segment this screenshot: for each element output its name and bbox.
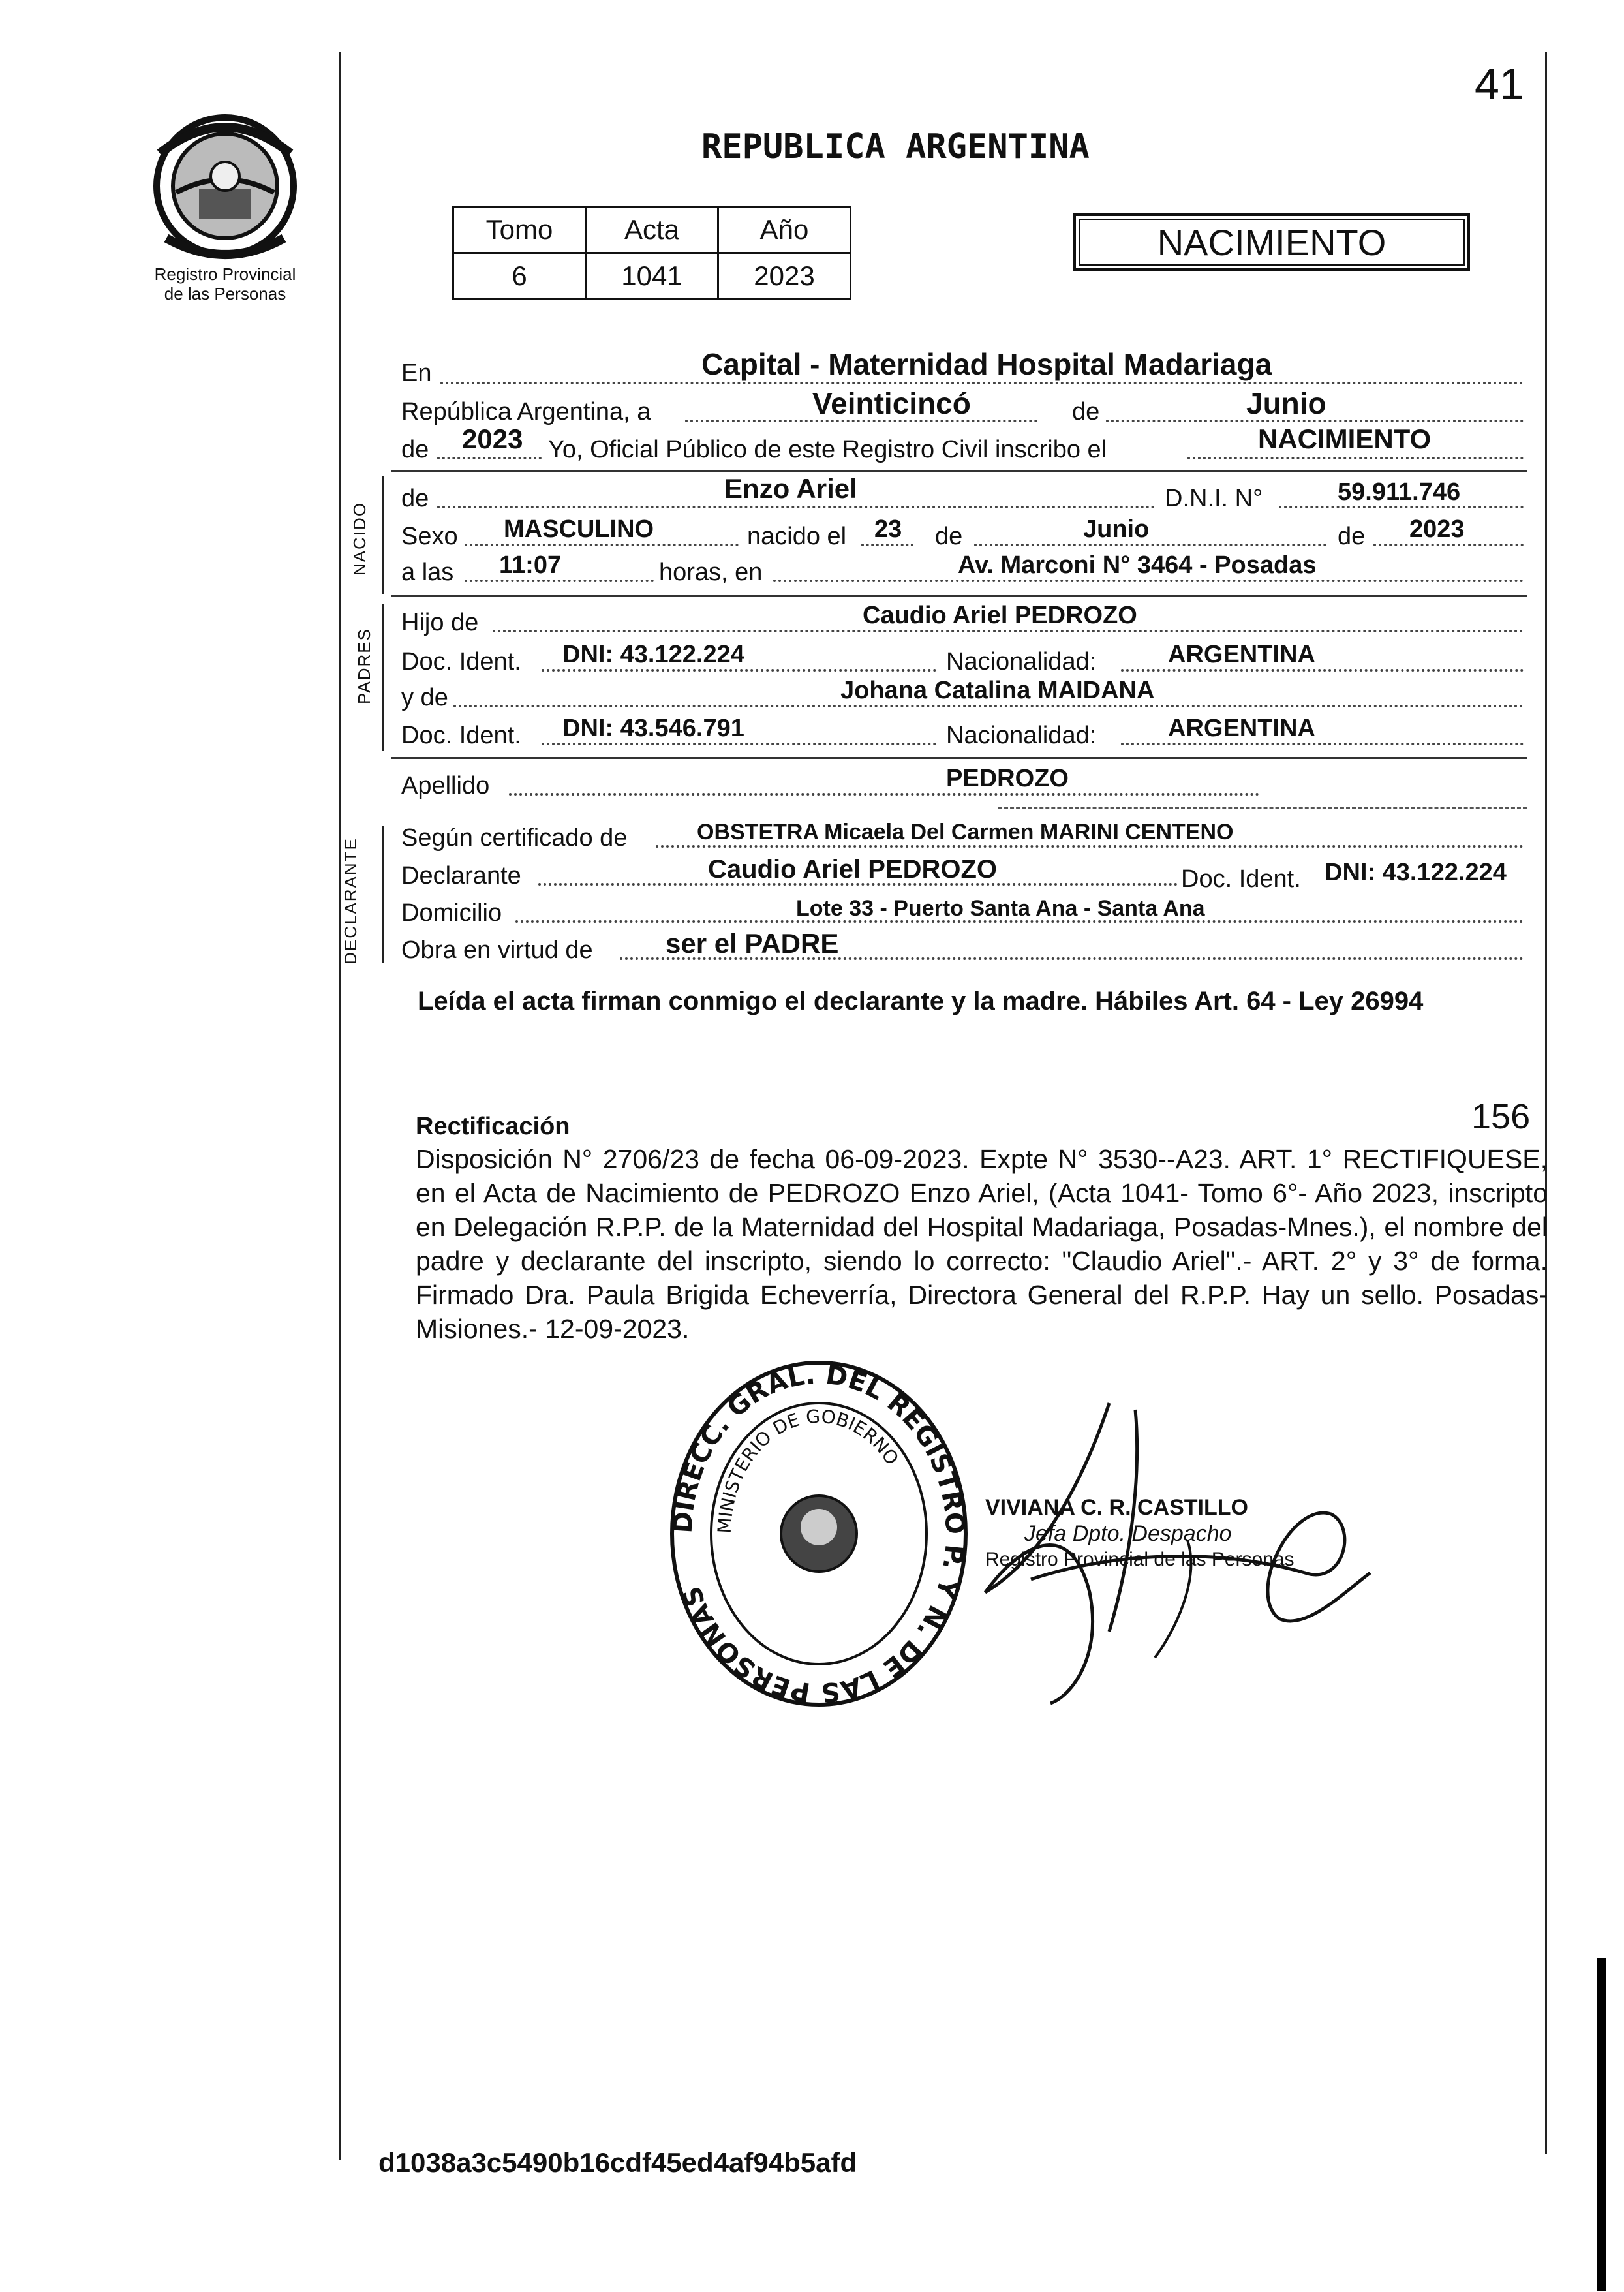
section-bracket xyxy=(382,826,384,963)
nacido-section-label: NACIDO xyxy=(350,501,370,576)
declarant-relationship: ser el PADRE xyxy=(666,928,839,959)
doc-ident-label: Doc. Ident. xyxy=(401,722,521,749)
rectification-title: Rectificación xyxy=(416,1113,570,1140)
document-hash: d1038a3c5490b16cdf45ed4af94b5afd xyxy=(378,2147,857,2178)
father-nationality: ARGENTINA xyxy=(1168,641,1315,668)
birth-place-registry: Capital - Maternidad Hospital Madariaga xyxy=(701,347,1272,381)
table-header-tomo: Tomo xyxy=(453,207,586,253)
surname: PEDROZO xyxy=(946,765,1069,792)
dashed-separator xyxy=(998,807,1527,809)
country-heading: REPUBLICA ARGENTINA xyxy=(701,127,1090,166)
nacionalidad-label: Nacionalidad: xyxy=(946,722,1097,749)
seal-outer-text: DIRECC. GRAL. DEL REGISTRO P. Y N. DE LAS PERSONAS xyxy=(667,1359,970,1708)
y-de-label: y de xyxy=(401,684,448,711)
birth-day: 23 xyxy=(874,516,902,543)
child-sex: MASCULINO xyxy=(504,516,654,543)
birth-address: Av. Marconi N° 3464 - Posadas xyxy=(958,551,1317,579)
province-logo xyxy=(147,108,303,264)
obra-label: Obra en virtud de xyxy=(401,937,593,964)
dotted-line xyxy=(437,457,542,459)
nacionalidad-label: Nacionalidad: xyxy=(946,648,1097,675)
logo-caption-line2: de las Personas xyxy=(164,284,286,303)
dotted-line xyxy=(656,845,1524,848)
republica-label: República Argentina, a xyxy=(401,398,651,426)
registration-year: 2023 xyxy=(462,424,523,454)
nacido-el-label: nacido el xyxy=(747,523,847,550)
dotted-line xyxy=(974,544,1326,546)
declarante-section-label: DECLARANTE xyxy=(340,837,360,965)
certificado-label: Según certificado de xyxy=(401,824,628,852)
padres-section-label: PADRES xyxy=(354,628,374,704)
child-name: Enzo Ariel xyxy=(724,473,857,504)
section-separator xyxy=(391,757,1527,759)
registration-month: Junio xyxy=(1246,386,1326,420)
dotted-line xyxy=(542,743,936,745)
birth-year: 2023 xyxy=(1409,516,1465,543)
mother-dni: DNI: 43.546.791 xyxy=(562,715,744,742)
seal-inner-text: MINISTERIO DE GOBIERNO xyxy=(713,1405,903,1534)
dotted-line xyxy=(861,544,913,546)
certificate-issuer: OBSTETRA Micaela Del Carmen MARINI CENTENO xyxy=(697,820,1234,844)
section-bracket xyxy=(382,604,384,751)
inscribo-text: Yo, Oficial Público de este Registro Civil inscribo el xyxy=(548,436,1107,463)
declarant-name: Caudio Ariel PEDROZO xyxy=(708,855,998,884)
table-cell-acta: 1041 xyxy=(586,253,718,300)
de-label: de xyxy=(401,485,429,512)
child-dni: 59.911.746 xyxy=(1338,478,1461,506)
dotted-line xyxy=(465,580,654,582)
signature-statement: Leída el acta firman conmigo el declarante y la madre. Hábiles Art. 64 - Ley 26994 xyxy=(418,987,1424,1015)
stamp-line-title: Jefa Dpto. Despacho xyxy=(1024,1521,1232,1546)
stamp-line-office: Registro Provincial de las Personas xyxy=(985,1549,1295,1570)
de-label: de xyxy=(1338,523,1366,550)
hijo-de-label: Hijo de xyxy=(401,609,479,636)
de-label: de xyxy=(401,436,429,463)
dni-label: D.N.I. N° xyxy=(1165,485,1263,512)
dotted-line xyxy=(1121,669,1524,672)
horas-en-label: horas, en xyxy=(659,559,763,586)
page-number: 41 xyxy=(1475,59,1524,109)
dotted-line xyxy=(509,793,1259,796)
section-separator xyxy=(391,595,1527,597)
dotted-line xyxy=(440,382,1524,384)
a-las-label: a las xyxy=(401,559,454,586)
rectification-body: Disposición N° 2706/23 de fecha 06-09-2023. Expte N° 3530--A23. ART. 1° RECTIFIQUESE, en el Acta de Nacimiento de PEDROZO Enzo Ariel, (Acta 1041- Tomo 6°- Año 2023, inscripto en Delegación R.P.P. de la Maternidad del Hospital Madariaga, Posadas-Mnes.), el nombre del padre y declarante del inscripto, siendo lo correcto: "Claudio Ariel".- ART. 2° y 3° de forma. Firmado Dra. Paula Brigida Echeverría, Directora General del R.P.P. Hay un sello. Posadas- Misiones.- 12-09-2023. xyxy=(416,1144,1548,1344)
registration-day: Veinticincó xyxy=(812,386,971,420)
handwritten-signature xyxy=(940,1384,1383,1710)
record-type-value: NACIMIENTO xyxy=(1258,424,1432,454)
domicilio-label: Domicilio xyxy=(401,899,502,927)
mother-name: Johana Catalina MAIDANA xyxy=(840,677,1155,704)
de-label: de xyxy=(1072,398,1100,426)
doc-ident-label: Doc. Ident. xyxy=(401,648,521,675)
birth-month: Junio xyxy=(1083,516,1150,543)
dotted-line xyxy=(1121,743,1524,745)
dotted-line xyxy=(465,544,739,546)
declarant-dni: DNI: 43.122.224 xyxy=(1325,859,1507,886)
section-separator xyxy=(391,470,1527,472)
dotted-line xyxy=(453,705,1524,707)
right-margin-line xyxy=(1545,52,1547,2154)
table-cell-tomo: 6 xyxy=(453,253,586,300)
mother-nationality: ARGENTINA xyxy=(1168,715,1315,742)
dotted-line xyxy=(437,506,1155,508)
en-label: En xyxy=(401,360,432,387)
table-header-acta: Acta xyxy=(586,207,718,253)
declarant-address: Lote 33 - Puerto Santa Ana - Santa Ana xyxy=(796,896,1205,921)
section-bracket xyxy=(382,476,384,594)
apellido-label: Apellido xyxy=(401,772,490,799)
left-margin-line xyxy=(339,52,341,2160)
dotted-line xyxy=(1373,544,1524,546)
dotted-line xyxy=(493,630,1524,632)
dotted-line xyxy=(1279,506,1524,508)
doc-ident-label: Doc. Ident. xyxy=(1181,865,1301,893)
right-edge-bar xyxy=(1597,1958,1606,2291)
table-cell-anio: 2023 xyxy=(718,253,851,300)
logo-caption xyxy=(130,264,320,303)
table-header-anio: Año xyxy=(718,207,851,253)
sexo-label: Sexo xyxy=(401,523,458,550)
logo-caption-line1: Registro Provincial xyxy=(154,264,296,284)
reference-table xyxy=(452,206,851,300)
rectification-number: 156 xyxy=(1471,1097,1531,1136)
father-dni: DNI: 43.122.224 xyxy=(562,641,744,668)
declarante-label: Declarante xyxy=(401,862,521,890)
dotted-line xyxy=(542,669,936,672)
birth-hour: 11:07 xyxy=(499,551,562,579)
dotted-line xyxy=(773,580,1524,582)
dotted-line xyxy=(1187,457,1524,459)
stamp-line-name: VIVIANA C. R. CASTILLO xyxy=(985,1495,1248,1520)
official-seal xyxy=(666,1357,972,1710)
de-label: de xyxy=(935,523,963,550)
record-type-box: NACIMIENTO xyxy=(1073,213,1470,271)
father-name: Caudio Ariel PEDROZO xyxy=(863,602,1137,629)
